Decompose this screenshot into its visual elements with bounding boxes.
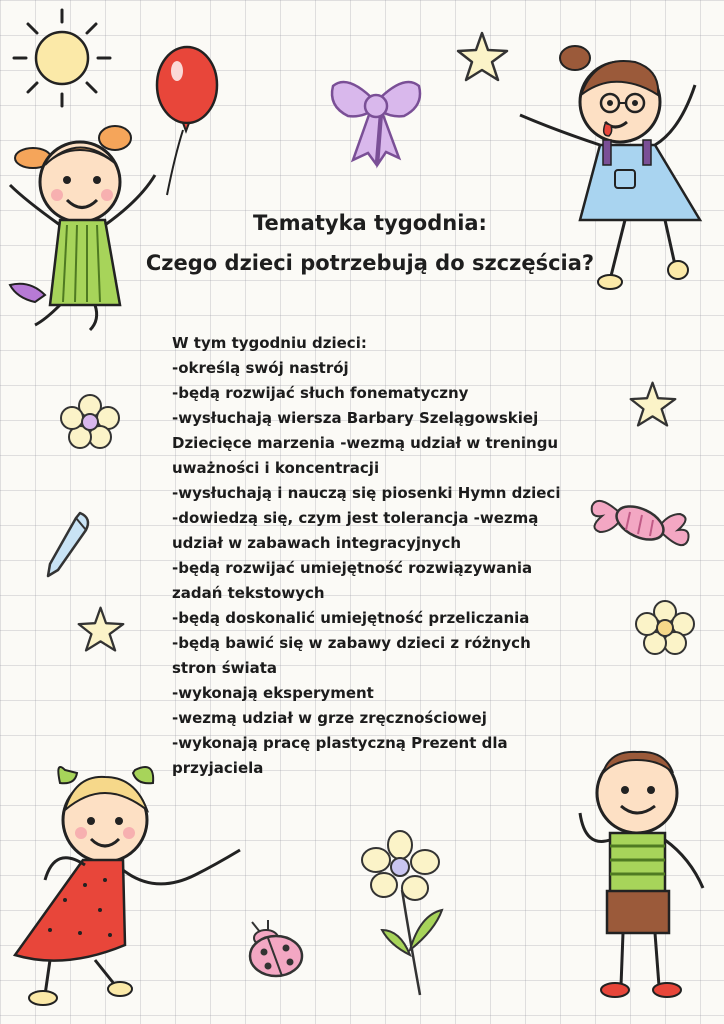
- list-item: -wykonają pracę plastyczną Prezent dla: [172, 734, 508, 752]
- candy-icon: [588, 488, 693, 560]
- flower-icon: [633, 598, 697, 656]
- bow-icon: [328, 68, 424, 168]
- list-item: -wezmą udział w grze zręcznościowej: [172, 709, 487, 727]
- title-line-2: Czego dzieci potrzebują do szczęścia?: [145, 251, 595, 275]
- ladybug-icon: [238, 920, 308, 982]
- kid-boy-icon: [575, 748, 710, 1003]
- flower-icon: [58, 392, 122, 450]
- list-item: Dziecięce marzenia -wezmą udział w treningu: [172, 434, 559, 452]
- flower-icon: [360, 830, 460, 1000]
- list-item: udział w zabawach integracyjnych: [172, 534, 462, 552]
- pen-icon: [40, 508, 95, 580]
- list-item: stron świata: [172, 659, 278, 677]
- kid-girl-icon: [5, 755, 250, 1010]
- list-item: -dowiedzą się, czym jest tolerancja -wezmą: [172, 509, 539, 527]
- star-icon: [455, 30, 510, 85]
- list-item: -będą doskonalić umiejętność przeliczania: [172, 609, 530, 627]
- list-item: zadań tekstowych: [172, 584, 325, 602]
- list-item: -wysłuchają i nauczą się piosenki Hymn dzieci: [172, 484, 561, 502]
- list-item: uważności i koncentracji: [172, 459, 380, 477]
- list-item: -będą bawić się w zabawy dzieci z różnych: [172, 634, 531, 652]
- list-item: -wysłuchają wiersza Barbary Szelągowskiej: [172, 409, 539, 427]
- activity-list: [172, 331, 592, 781]
- list-item: -wykonają eksperyment: [172, 684, 374, 702]
- sun-icon: [12, 8, 112, 108]
- star-icon: [628, 380, 678, 430]
- list-item: W tym tygodniu dzieci:: [172, 334, 367, 352]
- title-line-1: Tematyka tygodnia:: [253, 211, 487, 235]
- list-item: przyjaciela: [172, 759, 264, 777]
- list-item: -określą swój nastrój: [172, 359, 349, 377]
- list-item: -będą rozwijać umiejętność rozwiązywania: [172, 559, 533, 577]
- star-icon: [76, 605, 126, 655]
- page-title: [0, 203, 724, 283]
- list-item: -będą rozwijać słuch fonematyczny: [172, 384, 469, 402]
